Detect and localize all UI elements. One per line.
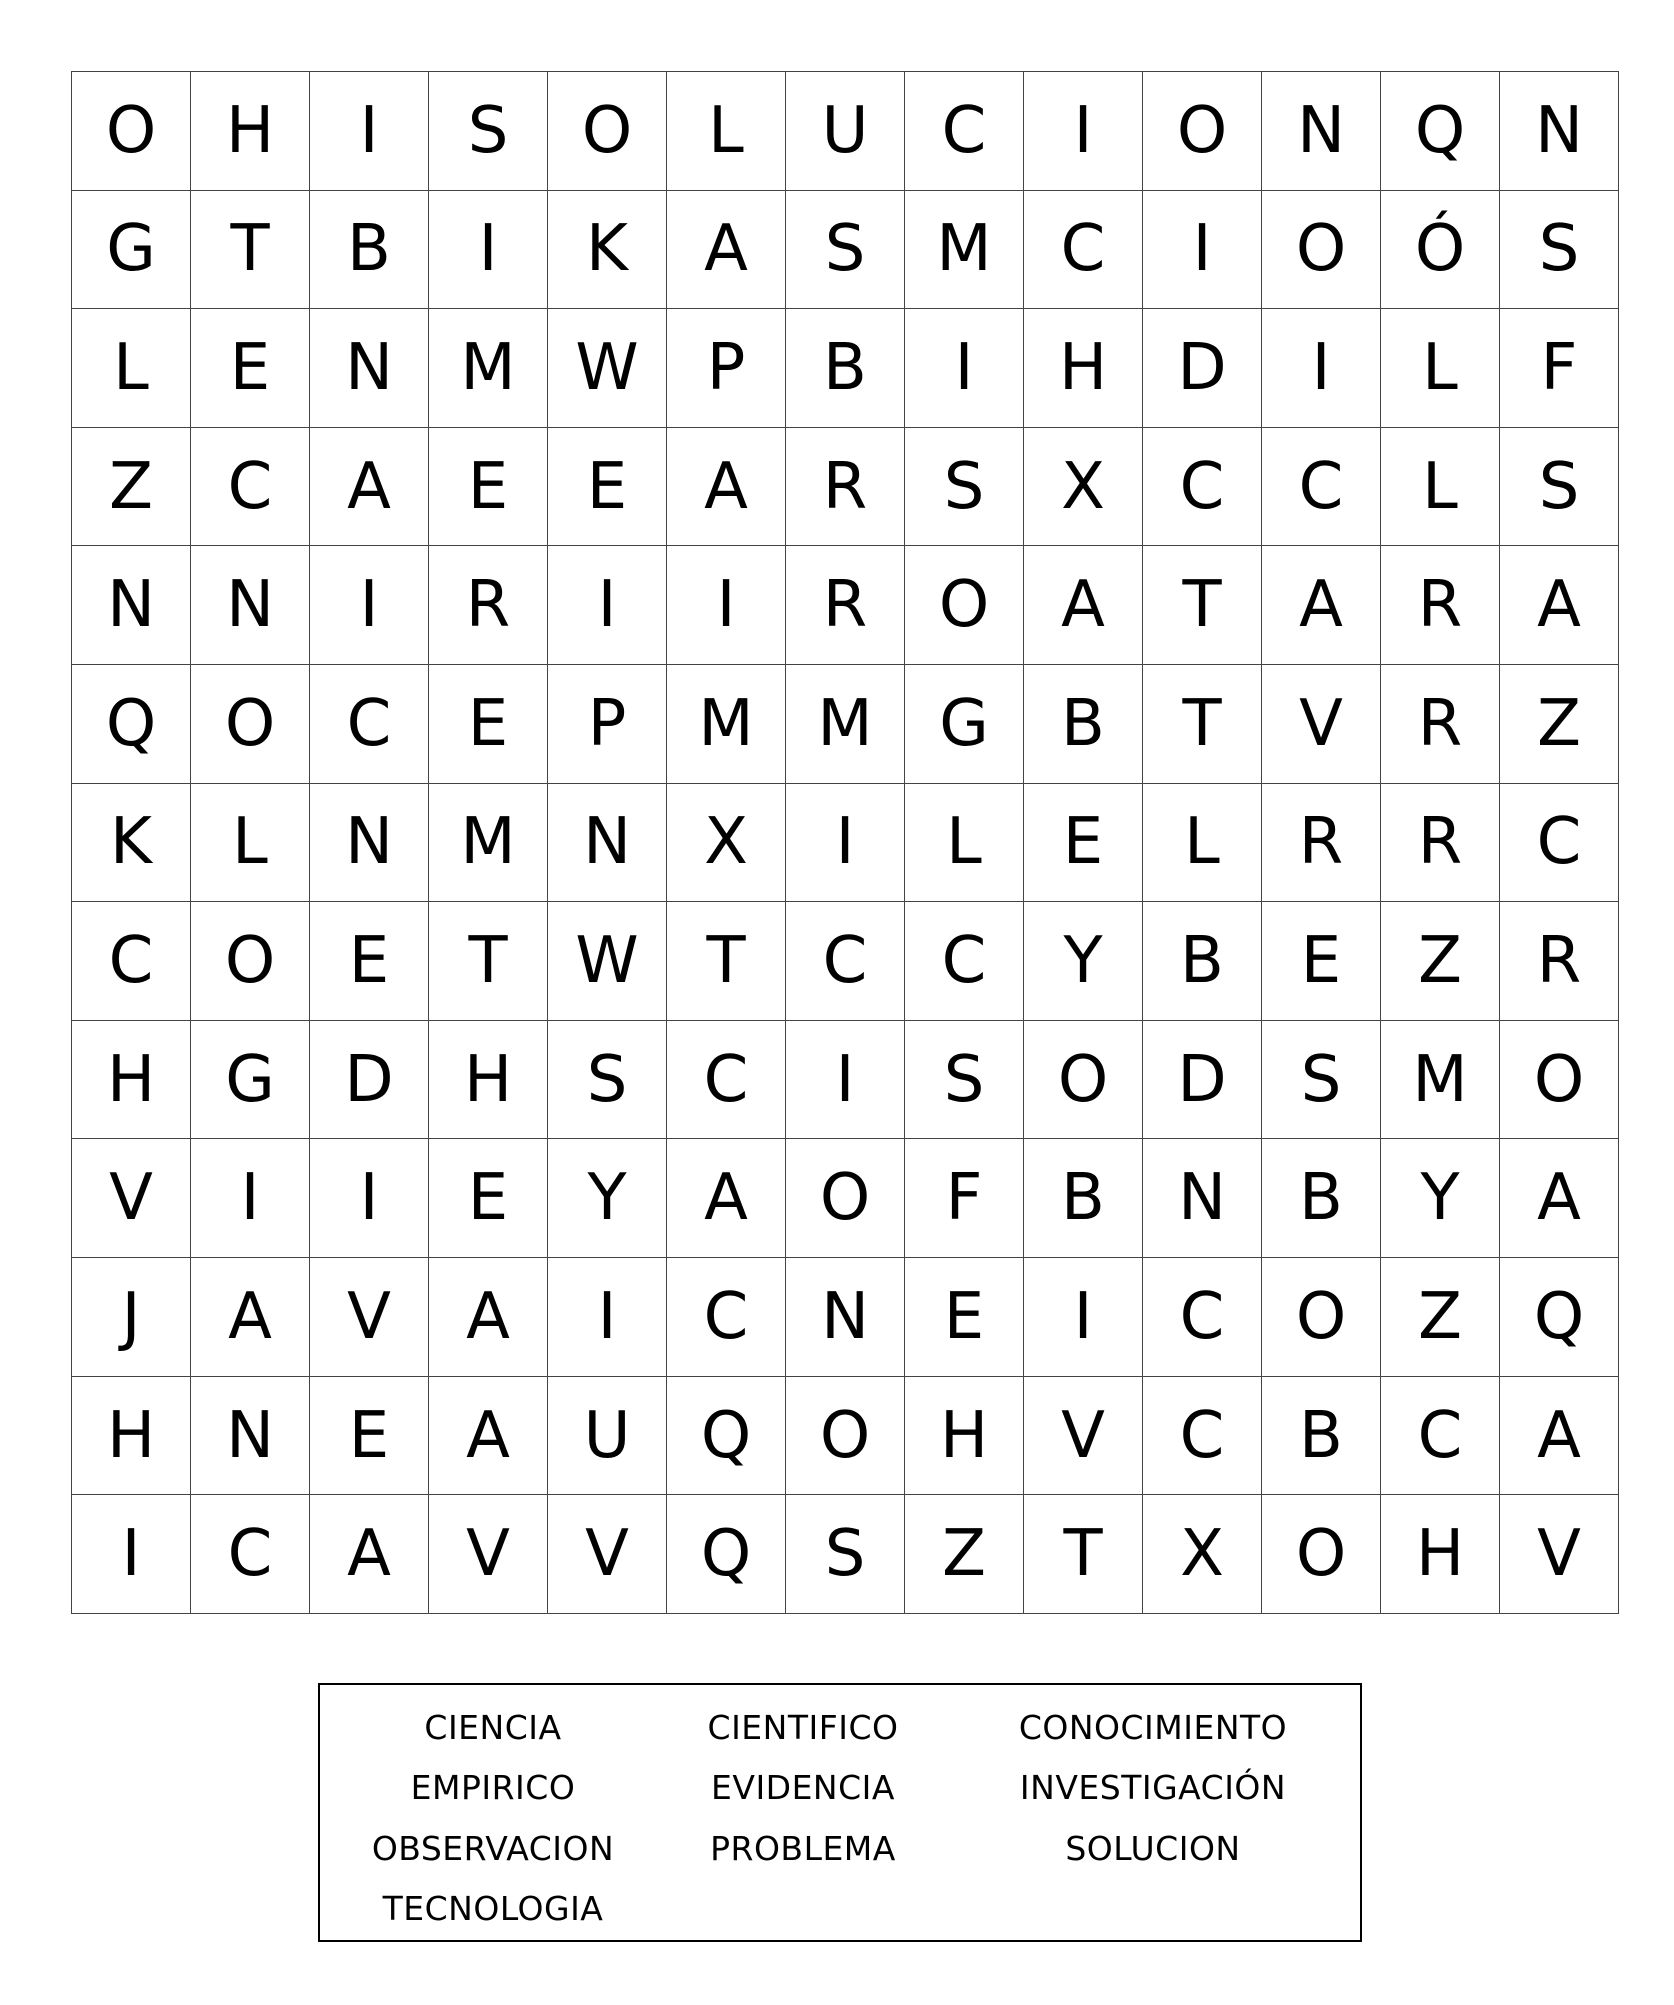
grid-cell[interactable]: N bbox=[1143, 1139, 1262, 1258]
grid-cell[interactable]: Z bbox=[905, 1495, 1024, 1614]
grid-cell[interactable]: N bbox=[191, 1376, 310, 1495]
grid-cell[interactable]: O bbox=[191, 665, 310, 784]
grid-cell[interactable]: M bbox=[786, 665, 905, 784]
grid-cell[interactable]: S bbox=[1262, 1020, 1381, 1139]
word-item: CIENCIA bbox=[424, 1707, 562, 1747]
grid-cell[interactable]: V bbox=[1024, 1376, 1143, 1495]
grid-cell[interactable]: I bbox=[310, 72, 429, 191]
grid-cell[interactable]: L bbox=[1143, 783, 1262, 902]
grid-cell[interactable]: E bbox=[429, 427, 548, 546]
grid-cell[interactable]: C bbox=[1381, 1376, 1500, 1495]
grid-cell[interactable]: F bbox=[905, 1139, 1024, 1258]
grid-cell[interactable]: N bbox=[1500, 72, 1619, 191]
word-item: TECNOLOGIA bbox=[382, 1889, 604, 1929]
grid-cell[interactable]: I bbox=[905, 309, 1024, 428]
grid-cell[interactable]: Q bbox=[1381, 72, 1500, 191]
grid-cell[interactable]: N bbox=[1262, 72, 1381, 191]
word-item: CIENTIFICO bbox=[707, 1707, 899, 1747]
grid-cell[interactable]: H bbox=[191, 72, 310, 191]
grid-cell[interactable]: C bbox=[191, 1495, 310, 1614]
grid-cell[interactable]: Y bbox=[1024, 902, 1143, 1021]
grid-cell[interactable]: G bbox=[191, 1020, 310, 1139]
grid-cell[interactable]: R bbox=[1381, 546, 1500, 665]
grid-cell[interactable]: H bbox=[72, 1020, 191, 1139]
grid-cell[interactable]: G bbox=[72, 190, 191, 309]
grid-cell[interactable]: T bbox=[1143, 546, 1262, 665]
grid-cell[interactable]: A bbox=[429, 1376, 548, 1495]
grid-cell[interactable]: C bbox=[905, 72, 1024, 191]
grid-cell[interactable]: X bbox=[1143, 1495, 1262, 1614]
grid-cell[interactable]: C bbox=[905, 902, 1024, 1021]
grid-cell[interactable]: I bbox=[548, 546, 667, 665]
grid-cell[interactable]: D bbox=[1143, 1020, 1262, 1139]
grid-cell[interactable]: S bbox=[786, 190, 905, 309]
grid-cell[interactable]: A bbox=[310, 427, 429, 546]
grid-cell[interactable]: O bbox=[72, 72, 191, 191]
grid-cell[interactable]: L bbox=[905, 783, 1024, 902]
grid-cell[interactable]: I bbox=[1262, 309, 1381, 428]
grid-cell[interactable]: R bbox=[429, 546, 548, 665]
grid-cell[interactable]: V bbox=[1262, 665, 1381, 784]
grid-cell[interactable]: V bbox=[429, 1495, 548, 1614]
grid-cell[interactable]: Z bbox=[1381, 1258, 1500, 1377]
grid-cell[interactable]: Y bbox=[1381, 1139, 1500, 1258]
grid-cell[interactable]: B bbox=[1262, 1376, 1381, 1495]
grid-cell[interactable]: O bbox=[1262, 1495, 1381, 1614]
grid-cell[interactable]: N bbox=[548, 783, 667, 902]
grid-cell[interactable]: E bbox=[429, 665, 548, 784]
grid-cell[interactable]: Ó bbox=[1381, 190, 1500, 309]
grid-cell[interactable]: V bbox=[72, 1139, 191, 1258]
grid-cell[interactable]: I bbox=[72, 1495, 191, 1614]
grid-cell[interactable]: A bbox=[667, 1139, 786, 1258]
word-item: EMPIRICO bbox=[410, 1768, 576, 1808]
letter-grid bbox=[71, 71, 1619, 1614]
grid-cell[interactable]: C bbox=[191, 427, 310, 546]
grid-cell[interactable]: I bbox=[429, 190, 548, 309]
word-item: SOLUCION bbox=[1065, 1828, 1241, 1868]
grid-cell[interactable]: M bbox=[1381, 1020, 1500, 1139]
grid-cell[interactable]: I bbox=[667, 546, 786, 665]
grid-cell[interactable]: O bbox=[548, 72, 667, 191]
grid-cell[interactable]: O bbox=[1262, 190, 1381, 309]
grid-cell[interactable]: O bbox=[905, 546, 1024, 665]
grid-row bbox=[72, 427, 1619, 546]
grid-cell[interactable]: L bbox=[1381, 309, 1500, 428]
grid-cell[interactable]: U bbox=[786, 72, 905, 191]
grid-cell[interactable]: N bbox=[72, 546, 191, 665]
grid-cell[interactable]: E bbox=[191, 309, 310, 428]
word-item: PROBLEMA bbox=[710, 1828, 896, 1868]
grid-cell[interactable]: C bbox=[1500, 783, 1619, 902]
grid-cell[interactable]: S bbox=[429, 72, 548, 191]
grid-cell[interactable]: C bbox=[1262, 427, 1381, 546]
grid-cell[interactable]: C bbox=[667, 1020, 786, 1139]
grid-cell[interactable]: M bbox=[429, 783, 548, 902]
grid-cell[interactable]: T bbox=[429, 902, 548, 1021]
grid-cell[interactable]: E bbox=[310, 902, 429, 1021]
grid-cell[interactable]: J bbox=[72, 1258, 191, 1377]
grid-cell[interactable]: Z bbox=[1381, 902, 1500, 1021]
grid-cell[interactable]: S bbox=[548, 1020, 667, 1139]
grid-cell[interactable]: R bbox=[1381, 665, 1500, 784]
grid-cell[interactable]: O bbox=[1262, 1258, 1381, 1377]
grid-cell[interactable]: O bbox=[786, 1376, 905, 1495]
grid-cell[interactable]: B bbox=[310, 190, 429, 309]
grid-cell[interactable]: A bbox=[667, 190, 786, 309]
grid-cell[interactable]: L bbox=[191, 783, 310, 902]
grid-row bbox=[72, 546, 1619, 665]
grid-row bbox=[72, 1139, 1619, 1258]
grid-cell[interactable]: L bbox=[1381, 427, 1500, 546]
grid-cell[interactable]: W bbox=[548, 902, 667, 1021]
grid-cell[interactable]: A bbox=[1500, 546, 1619, 665]
grid-cell[interactable]: B bbox=[1262, 1139, 1381, 1258]
grid-cell[interactable]: Z bbox=[72, 427, 191, 546]
grid-cell[interactable]: V bbox=[310, 1258, 429, 1377]
grid-cell[interactable]: A bbox=[310, 1495, 429, 1614]
grid-cell[interactable]: Q bbox=[667, 1495, 786, 1614]
grid-row bbox=[72, 1258, 1619, 1377]
grid-cell[interactable]: T bbox=[1024, 1495, 1143, 1614]
grid-cell[interactable]: B bbox=[786, 309, 905, 428]
grid-cell[interactable]: O bbox=[191, 902, 310, 1021]
grid-cell[interactable]: A bbox=[1262, 546, 1381, 665]
grid-cell[interactable]: C bbox=[667, 1258, 786, 1377]
grid-cell[interactable]: Q bbox=[667, 1376, 786, 1495]
grid-cell[interactable]: Q bbox=[1500, 1258, 1619, 1377]
grid-row bbox=[72, 309, 1619, 428]
grid-cell[interactable]: I bbox=[548, 1258, 667, 1377]
word-item: CONOCIMIENTO bbox=[1018, 1707, 1288, 1747]
grid-cell[interactable]: O bbox=[1143, 72, 1262, 191]
grid-cell[interactable]: T bbox=[191, 190, 310, 309]
grid-cell[interactable]: Y bbox=[548, 1139, 667, 1258]
grid-cell[interactable]: H bbox=[72, 1376, 191, 1495]
grid-cell[interactable]: P bbox=[667, 309, 786, 428]
grid-cell[interactable]: I bbox=[1024, 1258, 1143, 1377]
grid-cell[interactable]: I bbox=[310, 546, 429, 665]
word-item: EVIDENCIA bbox=[711, 1768, 895, 1808]
grid-cell[interactable]: A bbox=[191, 1258, 310, 1377]
grid-cell[interactable]: R bbox=[1262, 783, 1381, 902]
grid-cell[interactable]: H bbox=[1381, 1495, 1500, 1614]
grid-row bbox=[72, 665, 1619, 784]
grid-cell[interactable]: B bbox=[1024, 1139, 1143, 1258]
grid-cell[interactable]: H bbox=[429, 1020, 548, 1139]
grid-cell[interactable]: C bbox=[1143, 1258, 1262, 1377]
grid-cell[interactable]: E bbox=[905, 1258, 1024, 1377]
grid-cell[interactable]: U bbox=[548, 1376, 667, 1495]
grid-cell[interactable]: C bbox=[786, 902, 905, 1021]
grid-cell[interactable]: M bbox=[905, 190, 1024, 309]
grid-row bbox=[72, 902, 1619, 1021]
grid-cell[interactable]: D bbox=[1143, 309, 1262, 428]
grid-cell[interactable]: A bbox=[429, 1258, 548, 1377]
grid-cell[interactable]: M bbox=[667, 665, 786, 784]
grid-row bbox=[72, 1020, 1619, 1139]
grid-cell[interactable]: M bbox=[429, 309, 548, 428]
grid-cell[interactable]: B bbox=[1024, 665, 1143, 784]
grid-cell[interactable]: O bbox=[786, 1139, 905, 1258]
grid-row bbox=[72, 783, 1619, 902]
grid-cell[interactable]: Q bbox=[72, 665, 191, 784]
grid-cell[interactable]: I bbox=[1024, 72, 1143, 191]
grid-cell[interactable]: T bbox=[667, 902, 786, 1021]
grid-cell[interactable]: C bbox=[1024, 190, 1143, 309]
grid-cell[interactable]: G bbox=[905, 665, 1024, 784]
grid-cell[interactable]: E bbox=[1262, 902, 1381, 1021]
grid-cell[interactable]: A bbox=[1500, 1376, 1619, 1495]
grid-cell[interactable]: N bbox=[310, 783, 429, 902]
grid-cell[interactable]: X bbox=[667, 783, 786, 902]
grid-cell[interactable]: I bbox=[310, 1139, 429, 1258]
grid-cell[interactable]: A bbox=[667, 427, 786, 546]
grid-cell[interactable]: L bbox=[667, 72, 786, 191]
grid-cell[interactable]: D bbox=[310, 1020, 429, 1139]
grid-cell[interactable]: I bbox=[786, 1020, 905, 1139]
grid-cell[interactable]: P bbox=[548, 665, 667, 784]
grid-cell[interactable]: E bbox=[548, 427, 667, 546]
grid-cell[interactable]: E bbox=[1024, 783, 1143, 902]
grid-cell[interactable]: F bbox=[1500, 309, 1619, 428]
grid-cell[interactable]: E bbox=[310, 1376, 429, 1495]
grid-cell[interactable]: C bbox=[1143, 427, 1262, 546]
grid-cell[interactable]: S bbox=[786, 1495, 905, 1614]
grid-cell[interactable]: B bbox=[1143, 902, 1262, 1021]
grid-cell[interactable]: V bbox=[548, 1495, 667, 1614]
grid-cell[interactable]: N bbox=[191, 546, 310, 665]
grid-cell[interactable]: A bbox=[1500, 1139, 1619, 1258]
grid-row bbox=[72, 1495, 1619, 1614]
grid-cell[interactable]: Z bbox=[1500, 665, 1619, 784]
grid-cell[interactable]: I bbox=[786, 783, 905, 902]
grid-cell[interactable]: K bbox=[72, 783, 191, 902]
grid-row bbox=[72, 1376, 1619, 1495]
grid-cell[interactable]: S bbox=[1500, 190, 1619, 309]
grid-cell[interactable]: O bbox=[1024, 1020, 1143, 1139]
grid-cell[interactable]: C bbox=[72, 902, 191, 1021]
grid-cell[interactable]: S bbox=[905, 1020, 1024, 1139]
grid-cell[interactable]: O bbox=[1500, 1020, 1619, 1139]
grid-cell[interactable]: R bbox=[1500, 902, 1619, 1021]
grid-cell[interactable]: H bbox=[905, 1376, 1024, 1495]
grid-cell[interactable]: R bbox=[786, 427, 905, 546]
word-bank bbox=[318, 1683, 1362, 1942]
grid-cell[interactable]: C bbox=[310, 665, 429, 784]
word-list bbox=[348, 1697, 1338, 1939]
grid-row bbox=[72, 190, 1619, 309]
grid-cell[interactable]: R bbox=[1381, 783, 1500, 902]
grid-cell[interactable]: W bbox=[548, 309, 667, 428]
grid-cell[interactable]: K bbox=[548, 190, 667, 309]
grid-cell[interactable]: N bbox=[310, 309, 429, 428]
grid-cell[interactable]: L bbox=[72, 309, 191, 428]
grid-cell[interactable]: I bbox=[191, 1139, 310, 1258]
grid-cell[interactable]: A bbox=[1024, 546, 1143, 665]
grid-cell[interactable]: S bbox=[905, 427, 1024, 546]
grid-cell[interactable]: I bbox=[1143, 190, 1262, 309]
grid-cell[interactable]: X bbox=[1024, 427, 1143, 546]
grid-cell[interactable]: T bbox=[1143, 665, 1262, 784]
grid-cell[interactable]: V bbox=[1500, 1495, 1619, 1614]
word-item: OBSERVACION bbox=[371, 1828, 615, 1868]
grid-cell[interactable]: N bbox=[786, 1258, 905, 1377]
grid-cell[interactable]: E bbox=[429, 1139, 548, 1258]
grid-cell[interactable]: H bbox=[1024, 309, 1143, 428]
grid-row bbox=[72, 72, 1619, 191]
grid-cell[interactable]: S bbox=[1500, 427, 1619, 546]
word-item: INVESTIGACIÓN bbox=[1019, 1768, 1287, 1808]
grid-cell[interactable]: C bbox=[1143, 1376, 1262, 1495]
grid-cell[interactable]: R bbox=[786, 546, 905, 665]
